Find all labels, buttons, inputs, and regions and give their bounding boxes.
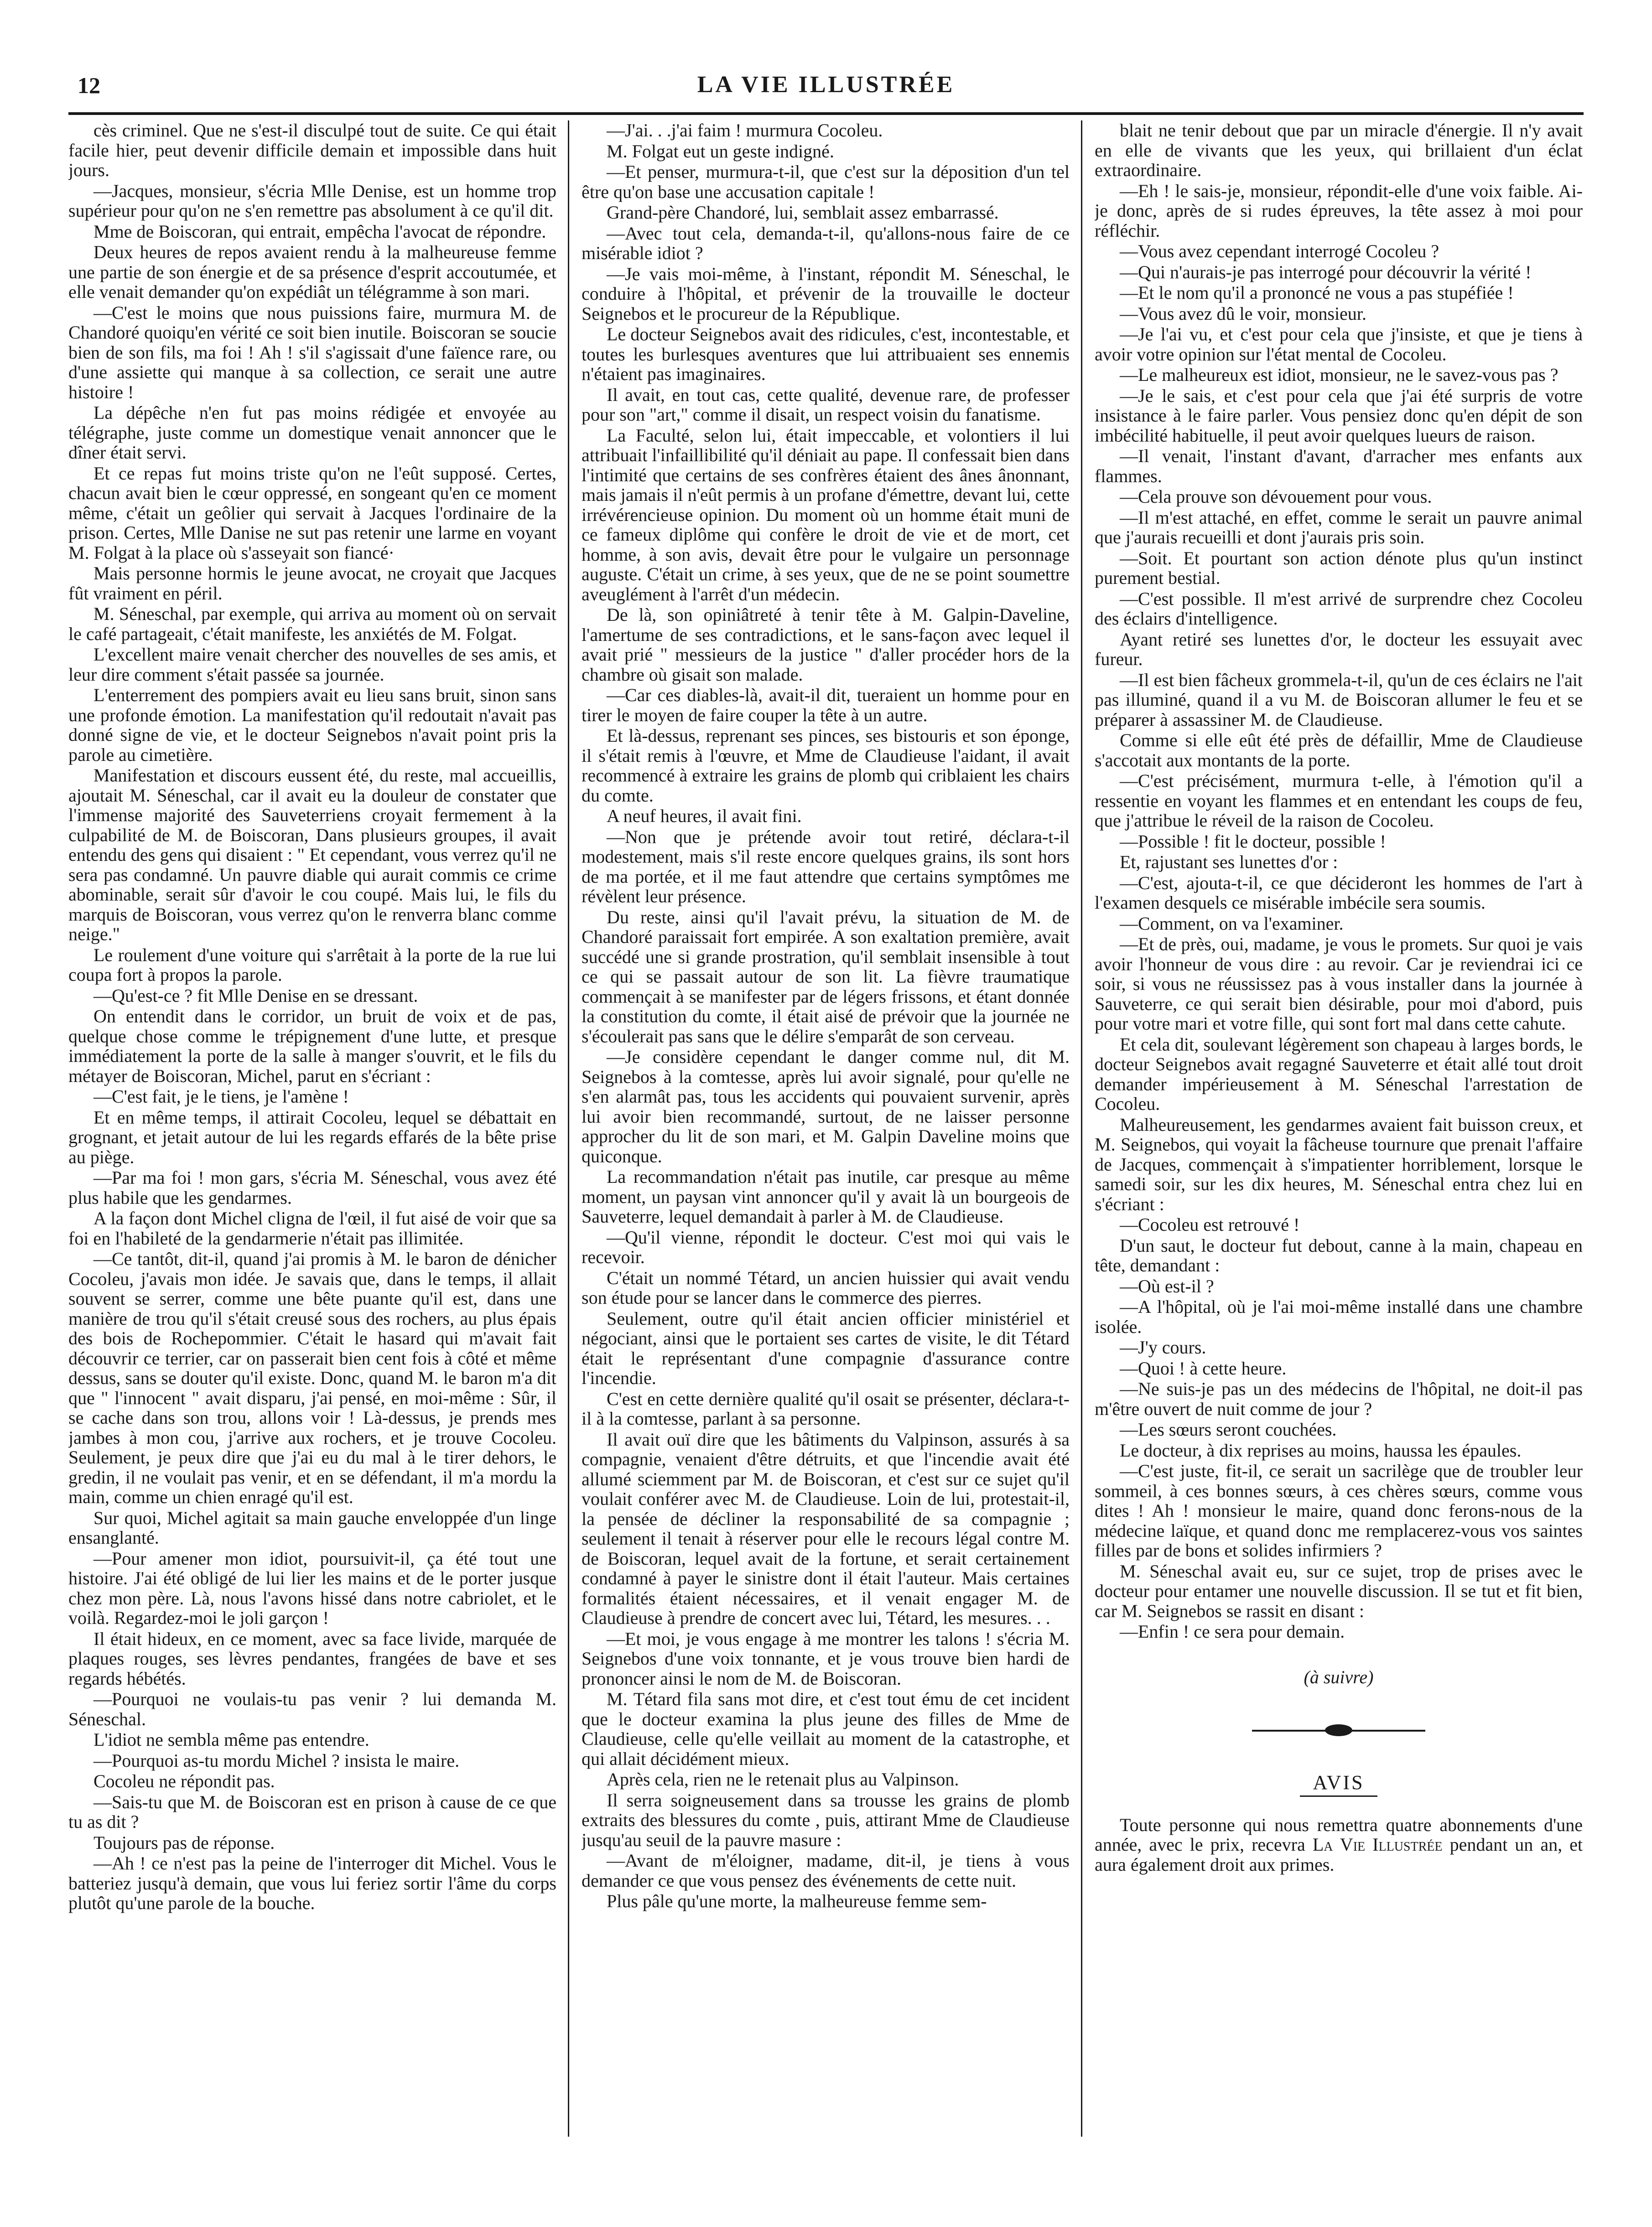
paragraph: —Par ma foi ! mon gars, s'écria M. Séneschal, vous avez été plus habile que les gendarmes. [68, 1167, 556, 1208]
paragraph: M. Séneschal avait eu, sur ce sujet, trop de prises avec le docteur pour entamer une nouvelle discussion. Il se tut et fit bien, car M. Seignebos se rassit en disant : [1095, 1561, 1583, 1621]
paragraph: —Il m'est attaché, en effet, comme le serait un pauvre animal que j'aurais recueilli et dont j'aurais pris soin. [1095, 507, 1583, 547]
paragraph: —Il venait, l'instant d'avant, d'arracher mes enfants aux flammes. [1095, 446, 1583, 486]
paragraph: L'enterrement des pompiers avait eu lieu sans bruit, sinon sans une profonde émotion. La manifestation qu'il redoutait n'avait pas donné signe de vie, et le docteur Seignebos n'avait point pris la parole au cimetière. [68, 685, 556, 765]
paragraph: Et cela dit, soulevant légèrement son chapeau à larges bords, le docteur Seignebos avait regagné Sauveterre et était allé tout droit demander impérieusement à M. Séneschal l'arrestation de Cocoleu. [1095, 1034, 1583, 1114]
column-2 [582, 120, 1070, 2137]
avis-rule [1300, 1795, 1377, 1797]
paragraph: Mme de Boiscoran, qui entrait, empêcha l'avocat de répondre. [94, 221, 546, 242]
paragraph: Deux heures de repos avaient rendu à la malheureuse femme une partie de son énergie et de sa présence d'esprit accoutumée, et elle venait demander qu'on expédiât un télégramme à son mari. [68, 242, 556, 302]
paragraph: —C'est précisément, murmura t-elle, à l'émotion qu'il a ressentie en voyant les flammes et en entendant les coups de feu, que j'attribue le réveil de la raison de Cocoleu. [1095, 770, 1583, 831]
paragraph: Mais personne hormis le jeune avocat, ne croyait que Jacques fût vraiment en péril. [68, 563, 556, 604]
paragraph: —Soit. Et pourtant son action dénote plus qu'un instinct purement bestial. [1095, 547, 1583, 588]
paragraph: —Et de près, oui, madame, je vous le promets. Sur quoi je vais avoir l'honneur de vous dire : au revoir. Car je reviendrai ici ce soir, si vous ne réussissez pas à vous installer dans la journée à Sauveterre, ce qui serait bien désirable, pour moi d'abord, puis pour votre mari et votre fille, qui sont fort mal dans cette cahute. [1095, 934, 1583, 1034]
paragraph: On entendit dans le corridor, un bruit de voix et de pas, quelque chose comme le trépignement d'une lutte, et presque immédiatement la porte de la salle à manger s'ouvrit, et le fils du métayer de Boiscoran, Michel, parut en s'écriant : [68, 1006, 556, 1086]
paragraph: —C'est le moins que nous puissions faire, murmura M. de Chandoré quoiqu'en vérité ce soit bien inutile. Boiscoran se soucie bien de son fils, ma foi ! Ah ! s'il s'agissait d'une faïence rare, ou d'une assiette qui manque à sa collection, ce serait une autre histoire ! [68, 302, 556, 402]
paragraph: Il serra soigneusement dans sa trousse les grains de plomb extraits des blessures du comte , puis, attirant Mme de Claudieuse jusqu'au seuil de la pauvre masure : [582, 1790, 1070, 1850]
paragraph: M. Séneschal, par exemple, qui arriva au moment où on servait le café partageait, c'était manifeste, les anxiétés de M. Folgat. [68, 604, 556, 644]
paragraph: Sur quoi, Michel agitait sa main gauche enveloppée d'un linge ensanglanté. [68, 1507, 556, 1548]
paragraph: A la façon dont Michel cligna de l'œil, il fut aisé de voir que sa foi en l'habileté de la gendarmerie n'était pas illimitée. [68, 1208, 556, 1249]
paragraph: —Je l'ai vu, et c'est pour cela que j'insiste, et que je tiens à avoir votre opinion sur l'état mental de Cocoleu. [1095, 324, 1583, 364]
paragraph: —Sais-tu que M. de Boiscoran est en prison à cause de ce que tu as dit ? [68, 1791, 556, 1832]
paragraph: —Vous avez cependant interrogé Cocoleu ? [1120, 241, 1439, 261]
paragraph: La Faculté, selon lui, était impeccable, et volontiers il lui attribuait l'infaillibilité qu'il déniait au pape. Il confessait bien dans l'intimité que certains de ses confrères étaient des ânes ânonnant, mais jamais il n'eût permis à un profane d'émettre, devant lui, cette irrévérencieuse opinion. Du moment où un homme était muni de ce fameux diplôme qui confère le droit de vie et de mort, cet homme, à son avis, devait être pour le vulgaire un personnage auguste. C'était un crime, à ses yeux, que de ne se point soumettre aveuglément à l'arrêt d'un médecin. [582, 425, 1070, 604]
avis-text-before: Toute personne qui nous remettra quatre abonnements d'une année, avec le prix, recevra [1095, 1814, 1583, 1855]
paragraph: —C'est, ajouta-t-il, ce que décideront les hommes de l'art à l'examen desquels ce misérable imbécile sera soumis. [1095, 872, 1583, 913]
paragraph: —Pour amener mon idiot, poursuivit-il, ça été tout une histoire. J'ai été obligé de lui lier les mains et de le porter jusque chez mon père. Là, nous l'avons hissé dans notre cabriolet, et le voilà. Regardez-moi le joli garçon ! [68, 1548, 556, 1628]
paragraph: cès criminel. Que ne s'est-il disculpé tout de suite. Ce qui était facile hier, peut devenir difficile demain et impossible dans huit jours. [68, 120, 556, 180]
paragraph: La recommandation n'était pas inutile, car presque au même moment, un paysan vint annoncer qu'il y avait là un bourgeois de Sauveterre, lequel demandait à parler à M. de Claudieuse. [582, 1166, 1070, 1227]
paragraph: —Il est bien fâcheux grommela-t-il, qu'un de ces éclairs ne l'ait pas illuminé, quand il a vu M. de Boiscoran allumer le feu et se préparer à assassiner M. de Claudieuse. [1095, 669, 1583, 730]
paragraph: —Le malheureux est idiot, monsieur, ne le savez-vous pas ? [1120, 364, 1558, 385]
paragraph: M. Tétard fila sans mot dire, et c'est tout ému de cet incident que le docteur examina la plus jeune des filles de Mme de Claudieuse, celle qu'elle veillait au moment de la catastrophe, et qui allait décidément mieux. [582, 1689, 1070, 1769]
paragraph: —Qu'est-ce ? fit Mlle Denise en se dressant. [94, 985, 418, 1006]
paragraph: —Ne suis-je pas un des médecins de l'hôpital, ne doit-il pas m'être ouvert de nuit comme de jour ? [1095, 1379, 1583, 1419]
header-rule [68, 112, 1584, 115]
paragraph: —Possible ! fit le docteur, possible ! [1120, 831, 1386, 852]
paragraph: Et en même temps, il attirait Cocoleu, lequel se débattait en grognant, et jetait autour de lui les regards effarés de la bête prise au piège. [68, 1107, 556, 1167]
paragraph: —Les sœurs seront couchées. [1120, 1419, 1337, 1440]
paragraph: —Pourquoi as-tu mordu Michel ? insista le maire. [94, 1750, 460, 1771]
ornament-divider [1252, 1729, 1425, 1732]
paragraph: —Et moi, je vous engage à me montrer les talons ! s'écria M. Seignebos d'une voix tonnante, et je vous trouve bien hardi de prononcer ainsi le nom de M. de Boiscoran. [582, 1628, 1070, 1689]
paragraph: Il avait ouï dire que les bâtiments du Valpinson, assurés à sa compagnie, venaient d'être détruits, et que l'incendie avait été allumé sciemment par M. de Boiscoran, et c'est sur ce sujet qu'il voulait conférer avec M. de Claudieuse. Loin de lui, protestait-il, la pensée de décliner la responsabilité de sa compagnie ; seulement il tenait à réserver pour elle le recours légal contre M. de Boiscoran, lequel avait de la fortune, et serait certainement condamné à payer le sinistre dont il était l'auteur. Mais certaines formalités étaient nécessaires, et il venait engager M. de Claudieuse à prendre de concert avec lui, Tétard, les mesures. . . [582, 1429, 1070, 1628]
paragraph: L'excellent maire venait chercher des nouvelles de ses amis, et leur dire comment s'était passée sa journée. [68, 644, 556, 685]
running-title: LA VIE ILLUSTRÉE [697, 72, 955, 98]
paragraph: —Je le sais, et c'est pour cela que j'ai été surpris de votre insistance à le faire parler. Vous pensiez donc qu'en dépit de son imbécilité habituelle, il peut avoir quelques lueurs de raison. [1095, 385, 1583, 446]
magazine-name: La Vie Illustrée [1312, 1834, 1443, 1855]
paragraph: —Ah ! ce n'est pas la peine de l'interroger dit Michel. Vous le batteriez jusqu'à demain, que vous lui feriez sortir l'âme du corps plutôt qu'une parole de la bouche. [68, 1853, 556, 1913]
paragraph: L'idiot ne sembla même pas entendre. [94, 1729, 369, 1750]
paragraph: Comme si elle eût été près de défaillir, Mme de Claudieuse s'accotait aux montants de la porte. [1095, 730, 1583, 770]
paragraph: Seulement, outre qu'il était ancien officier ministériel et négociant, ainsi que le portaient ses cartes de visite, le dit Tétard était le représentant d'une compagnie d'assurance contre l'incendie. [582, 1308, 1070, 1388]
paragraph: —Je vais moi-même, à l'instant, répondit M. Séneschal, le conduire à l'hôpital, et prévenir de la trouvaille le docteur Seignebos et le procureur de la République. [582, 263, 1070, 324]
paragraph: Et là-dessus, reprenant ses pinces, ses bistouris et son éponge, il s'était remis à l'œuvre, et Mme de Claudieuse l'aidant, il avait recommencé à extraire les grains de plomb qui criblaient les chairs du comte. [582, 725, 1070, 806]
paragraph: Il avait, en tout cas, cette qualité, devenue rare, de professer pour son "art," comme il disait, un respect voisin du fanatisme. [582, 384, 1070, 425]
paragraph: blait ne tenir debout que par un miracle d'énergie. Il n'y avait en elle de vivants que les yeux, qui brillaient d'un éclat extraordinaire. [1095, 120, 1583, 180]
paragraph: —Et penser, murmura-t-il, que c'est sur la déposition d'un tel être qu'on base une accusation capitale ! [582, 161, 1070, 202]
paragraph: —Avant de m'éloigner, madame, dit-il, je tiens à vous demander ce que vous pensez des événements de cette nuit. [582, 1850, 1070, 1891]
to-be-continued: (à suivre) [1304, 1666, 1374, 1687]
column-divider [568, 120, 569, 2137]
paragraph: —C'est possible. Il m'est arrivé de surprendre chez Cocoleu des éclairs d'intelligence. [1095, 588, 1583, 629]
paragraph: —Vous avez dû le voir, monsieur. [1120, 303, 1366, 324]
avis-text-after: pendant un an, et aura également droit aux primes. [1095, 1834, 1583, 1875]
column-1 [68, 120, 556, 2137]
column-3-text [1095, 120, 1583, 1642]
avis-text [1095, 1815, 1583, 1875]
paragraph: Malheureusement, les gendarmes avaient fait buisson creux, et M. Seignebos, qui voyait la fâcheuse tournure que prenait l'affaire de Jacques, commençait à s'impatienter horriblement, lorsque le samedi soir, sur les dix heures, M. Séneschal entra chez lui en s'écriant : [1095, 1114, 1583, 1214]
paragraph: Grand-père Chandoré, lui, semblait assez embarrassé. [607, 202, 999, 223]
paragraph: —Cocoleu est retrouvé ! [1120, 1214, 1300, 1235]
column-divider [1081, 120, 1082, 2137]
paragraph: La dépêche n'en fut pas moins rédigée et envoyée au télégraphe, juste comme un domestique venait annoncer que le dîner était servi. [68, 402, 556, 463]
paragraph: De là, son opiniâtreté à tenir tête à M. Galpin-Daveline, l'amertume de ses contradictions, et le sans-façon avec lequel il avait prié " messieurs de la justice " d'aller procéder hors de la chambre où gisait son malade. [582, 604, 1070, 685]
paragraph: —Non que je prétende avoir tout retiré, déclara-t-il modestement, mais s'il reste encore quelques grains, ils sont hors de ma portée, et il me faut attendre que certains symptômes me révèlent leur présence. [582, 826, 1070, 906]
paragraph: Manifestation et discours eussent été, du reste, mal accueillis, ajoutait M. Séneschal, car il avait eu la douleur de constater que l'immense majorité des Sauveterriens croyait fermement à la culpabilité de M. de Boiscoran, Dans plusieurs groupes, il avait entendu des gens qui disaient : " Et cependant, vous verrez qu'il ne sera pas condamné. Un pauvre diable qui aurait commis ce crime abominable, serait sûr d'avoir le cou coupé. Mais lui, le fils du marquis de Boiscoran, vous verrez qu'on le renverra blanc comme neige." [68, 765, 556, 944]
paragraph: —A l'hôpital, où je l'ai moi-même installé dans une chambre isolée. [1095, 1296, 1583, 1337]
page-number: 12 [78, 73, 100, 98]
paragraph: —Je considère cependant le danger comme nul, dit M. Seignebos à la comtesse, après lui avoir signalé, pour qu'elle ne s'en alarmât pas, tous les accidents qui pouvaient survenir, après lui avoir bien recommandé, surtout, de ne laisser personne approcher du lit de son mari, et M. Galpin Daveline moins que quiconque. [582, 1046, 1070, 1166]
avis-title: AVIS [1313, 1771, 1365, 1794]
paragraph: Après cela, rien ne le retenait plus au Valpinson. [607, 1769, 959, 1790]
paragraph: —J'y cours. [1120, 1337, 1206, 1358]
paragraph: M. Folgat eut un geste indigné. [607, 140, 834, 161]
paragraph: Le docteur Seignebos avait des ridicules, c'est, incontestable, et toutes les burlesques aventures que lui attribuaient ses ennemis n'étaient pas imaginaires. [582, 324, 1070, 384]
paragraph: —C'est fait, je le tiens, je l'amène ! [94, 1086, 349, 1107]
paragraph: Du reste, ainsi qu'il l'avait prévu, la situation de M. de Chandoré paraissait fort empirée. A son exaltation première, avait succédé une si grande prostration, qu'il semblait insensible à tout ce qui se passait autour de son lit. La fièvre traumatique commençait à se manifester par de légers frissons, et étant donnée la constitution du comte, il était aisé de prévoir que la journée ne s'écoulerait pas sans que le délire s'emparât de son cerveau. [582, 906, 1070, 1046]
paragraph: —Quoi ! à cette heure. [1120, 1358, 1287, 1379]
paragraph: —Pourquoi ne voulais-tu pas venir ? lui demanda M. Séneschal. [68, 1689, 556, 1729]
paragraph: C'était un nommé Tétard, un ancien huissier qui avait vendu son étude pour se lancer dans le commerce des pierres. [582, 1267, 1070, 1308]
paragraph: Le roulement d'une voiture qui s'arrêtait à la porte de la rue lui coupa fort à propos la parole. [68, 944, 556, 985]
paragraph: —Et le nom qu'il a prononcé ne vous a pas stupéfiée ! [1120, 282, 1514, 303]
paragraph: —Cela prouve son dévouement pour vous. [1120, 486, 1432, 507]
paragraph: Le docteur, à dix reprises au moins, haussa les épaules. [1120, 1440, 1522, 1461]
paragraph: —Comment, on va l'examiner. [1120, 913, 1344, 934]
paragraph: —J'ai. . .j'ai faim ! murmura Cocoleu. [607, 120, 883, 140]
paragraph: —Ce tantôt, dit-il, quand j'ai promis à M. le baron de dénicher Cocoleu, j'avais mon idée. Je savais que, dans le temps, il allait souvent se serrer, comme une bête puante qu'il est, dans une manière de trou qu'il s'était creusé sous des rochers, au plus épais des bois de Rochepommier. C'était le hasard qui m'avait fait découvrir ce terrier, car on passerait bien cent fois à côté et même dessus, sans se douter qu'il existe. Donc, quand M. le baron m'a dit que " l'innocent " avait disparu, j'ai pensé, en moi-même : Sûr, il se cache dans son trou, allons voir ! Là-dessus, je prends mes jambes à mon cou, j'arrive aux rochers, et je trouve Cocoleu. Seulement, je peux dire que j'ai eu du mal à le tirer dehors, le gredin, il ne voulait pas venir, et en se défendant, il m'a mordu la main, comme un chien enragé qu'il est. [68, 1249, 556, 1507]
paragraph: Ayant retiré ses lunettes d'or, le docteur les essuyait avec fureur. [1095, 629, 1583, 669]
paragraph: Plus pâle qu'une morte, la malheureuse femme sem- [607, 1891, 987, 1911]
column-3 [1095, 120, 1583, 2137]
paragraph: —Car ces diables-là, avait-il dit, tueraient un homme pour en tirer le moyen de faire couper la tête à un autre. [582, 685, 1070, 725]
paragraph: Toujours pas de réponse. [94, 1832, 275, 1853]
paragraph: A neuf heures, il avait fini. [607, 806, 802, 826]
paragraph: Cocoleu ne répondit pas. [94, 1771, 275, 1791]
paragraph: —Qu'il vienne, répondit le docteur. C'est moi qui vais le recevoir. [582, 1227, 1070, 1267]
paragraph: —C'est juste, fit-il, ce serait un sacrilège que de troubler leur sommeil, à ces bonnes sœurs, à ces chères sœurs, comme vous dites ! Ah ! monsieur le maire, quand donc ferons-nous de la médecine laïque, et quand donc me remplacerez-vous vos saintes filles par de bons et solides infirmiers ? [1095, 1461, 1583, 1561]
paragraph: Et, rajustant ses lunettes d'or : [1120, 852, 1338, 872]
paragraph: C'est en cette dernière qualité qu'il osait se présenter, déclara-t-il à la comtesse, parlant à sa personne. [582, 1388, 1070, 1429]
paragraph: —Eh ! le sais-je, monsieur, répondit-elle d'une voix faible. Ai-je donc, après de si rudes épreuves, la tête assez à moi pour réfléchir. [1095, 180, 1583, 241]
paragraph: —Jacques, monsieur, s'écria Mlle Denise, est un homme trop supérieur pour qu'on ne s'en remettre pas absolument à ce qu'il dit. [68, 180, 556, 221]
page-header [68, 68, 1584, 105]
paragraph: —Où est-il ? [1120, 1275, 1214, 1296]
paragraph: Et ce repas fut moins triste qu'on ne l'eût supposé. Certes, chacun avait bien le cœur oppressé, en songeant qu'en ce moment même, c'était un geôlier qui servait à Jacques l'ordinaire de la prison. Certes, Mlle Danise ne sut pas retenir une larme en voyant M. Folgat à la place où s'asseyait son fiancé· [68, 463, 556, 563]
paragraph: —Enfin ! ce sera pour demain. [1120, 1621, 1345, 1642]
paragraph: —Avec tout cela, demanda-t-il, qu'allons-nous faire de ce misérable idiot ? [582, 223, 1070, 263]
paragraph: D'un saut, le docteur fut debout, canne à la main, chapeau en tête, demandant : [1095, 1235, 1583, 1275]
paragraph: Il était hideux, en ce moment, avec sa face livide, marquée de plaques rouges, ses lèvres pendantes, frangées de bave et ses regards hébétés. [68, 1628, 556, 1689]
paragraph: —Qui n'aurais-je pas interrogé pour découvrir la vérité ! [1120, 261, 1532, 282]
